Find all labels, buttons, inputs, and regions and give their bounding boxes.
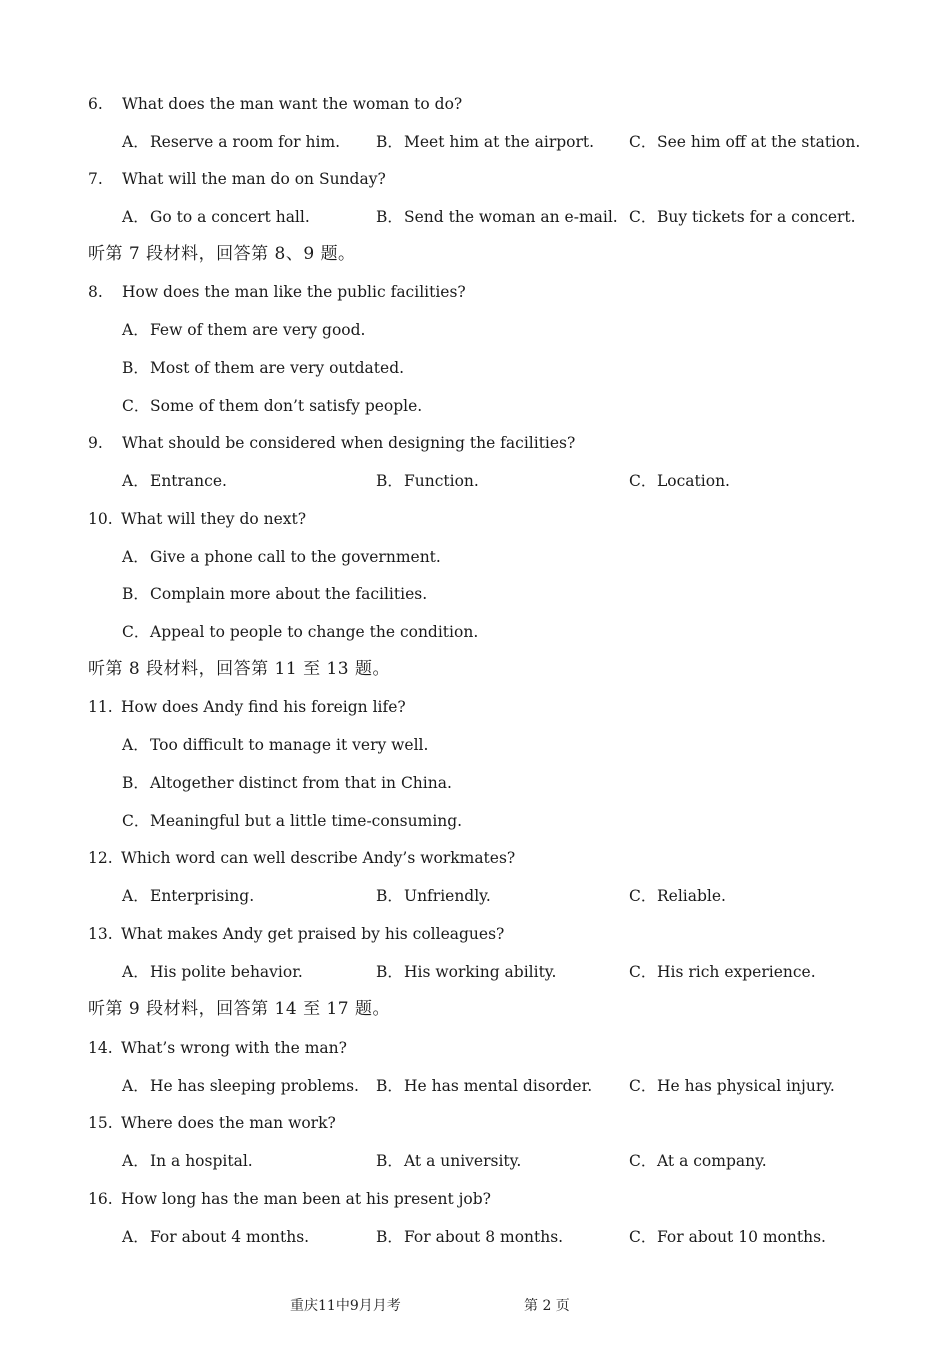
option-c: C．For about 10 months. (629, 1228, 826, 1246)
question-text: How long has the man been at his present job? (121, 1190, 491, 1208)
option-b: B．His working ability. (376, 963, 557, 981)
option-b: B．Meet him at the airport. (376, 133, 595, 151)
footer-page-number: 第 2 页 (524, 1298, 570, 1314)
question-text: Which word can well describe Andy’s workmates? (121, 849, 516, 867)
option-c: C．His rich experience. (629, 963, 816, 981)
footer-exam-title: 重庆11中9月月考 (290, 1298, 401, 1314)
question-text: How does the man like the public facilities? (122, 283, 466, 301)
question-number: 15. (88, 1114, 113, 1132)
option-a: A．His polite behavior. (122, 963, 303, 981)
option-c: C．Buy tickets for a concert. (629, 208, 856, 226)
option-a: A．For about 4 months. (122, 1228, 310, 1246)
option-a: A．Go to a concert hall. (122, 208, 310, 226)
question-text: What will the man do on Sunday? (122, 170, 386, 188)
question-number: 10. (88, 510, 113, 528)
question-number: 6. (88, 95, 103, 113)
question-text: What makes Andy get praised by his colleagues? (121, 925, 505, 943)
question-number: 7. (88, 170, 103, 188)
question-text: What will they do next? (121, 510, 307, 528)
question-number: 8. (88, 283, 103, 301)
question-text: What should be considered when designing the facilities? (122, 434, 576, 452)
question-number: 14. (88, 1039, 113, 1057)
option-b: B．At a university. (376, 1152, 522, 1170)
question-number: 9. (88, 434, 103, 452)
exam-page: 6. What does the man want the woman to do? A．Reserve a room for him. B．Meet him at the airport. C．See him off at the station. 7. What will the man do on Sunday? A．Go to a concert hall. B．Send the woman an e-mail. C．Buy tickets for a concert. 听第 7 段材料，回答第 8、9 题。 8. How does the man like the public facilities? A．Few of them are very good. B．Most of them are very outdated. C．Some of them don’t satisfy people. 9. What should be considered when designing the facilities? A．Entrance. B．Function. C．Location. 10. What will they do next? A．Give a phone call to the government. B．Complain more about the facilities. C．Appeal to people to change the condition. 听第 8 段材料，回答第 11 至 13 题。 11. How does Andy find his foreign life? A．Too difficult to manage it very well. B．Altogether distinct from that in China. C．Meaningful but a little time-consuming. 12. Which word can well describe Andy’s workmates? A．Enterprising. B．Unfriendly. C．Reliable. 13. What makes Andy get praised by his colleagues? A．His polite behavior. B．His working ability. C．His rich experience. 听第 9 段材料，回答第 14 至 17 题。 14. What’s wrong with the man? A．He has sleeping problems. B．He has mental disorder. C．He has physical injury. 15. Where does the man work? A．In a hospital. B．At a university. C．At a company. 16. How long has the man been at his present job? A．For about 4 months. B．For about 8 months. C．For about 10 months. 重庆11中9月月考 第 2 页 (88, 95, 861, 1314)
section-heading-8: 听第 8 段材料，回答第 11 至 13 题。 (88, 659, 391, 679)
option-a: A．Entrance. (122, 472, 227, 490)
question-number: 16. (88, 1190, 113, 1208)
section-heading-7: 听第 7 段材料，回答第 8、9 题。 (88, 244, 356, 264)
option-b: B．He has mental disorder. (376, 1077, 593, 1095)
option-c: C．Location. (629, 472, 730, 490)
question-text: What does the man want the woman to do? (122, 95, 463, 113)
option-a: A．Reserve a room for him. (122, 133, 341, 151)
option-a: A．He has sleeping problems. (122, 1077, 359, 1095)
question-text: How does Andy find his foreign life? (121, 698, 406, 716)
option-b: B．For about 8 months. (376, 1228, 564, 1246)
option-a: A．Enterprising. (122, 887, 255, 905)
question-text: Where does the man work? (121, 1114, 336, 1132)
question-number: 13. (88, 925, 113, 943)
option-b: B．Function. (376, 472, 479, 490)
option-b: B．Unfriendly. (376, 887, 491, 905)
option-c: C．He has physical injury. (629, 1077, 835, 1095)
option-b: B．Send the woman an e-mail. (376, 208, 618, 226)
question-number: 12. (88, 849, 113, 867)
option-c: C．At a company. (629, 1152, 767, 1170)
option-a: A．In a hospital. (122, 1152, 253, 1170)
option-c: C．Reliable. (629, 887, 726, 905)
section-heading-9: 听第 9 段材料，回答第 14 至 17 题。 (88, 999, 391, 1019)
question-number: 11. (88, 698, 113, 716)
option-c: C．See him off at the station. (629, 133, 861, 151)
question-text: What’s wrong with the man? (121, 1039, 347, 1057)
